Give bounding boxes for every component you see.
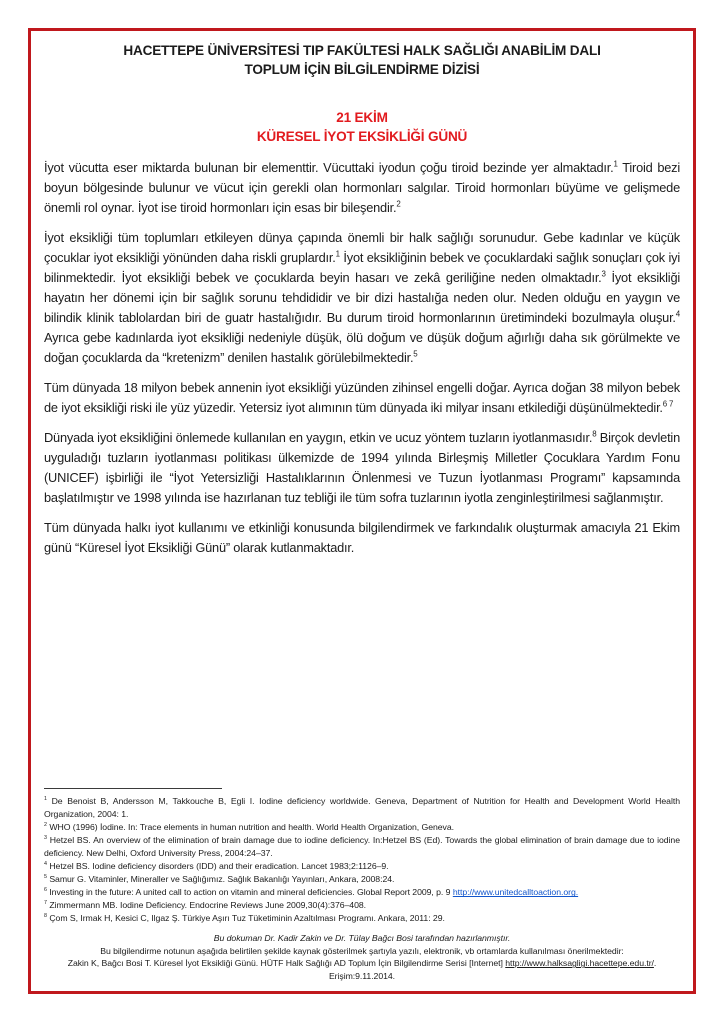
footnote-1: $^1$ De Benoist B, Andersson M, Takkouche B, Egli I. Iodine deficiency worldwide. Geneva, Department of Nutrition for Health and Development World Health Organization, 2004: 1. bbox=[44, 796, 680, 820]
footnotes-section bbox=[44, 788, 680, 925]
title-date-line: 21 EKİM bbox=[336, 110, 388, 125]
footer-section bbox=[44, 932, 680, 982]
halksagligi-link[interactable]: http://www.halksagligi.hacettepe.edu.tr/ bbox=[505, 958, 654, 969]
footnote-3: $^3$ Hetzel BS. An overview of the elimination of brain damage due to iodine deficiency. In:Hetzel BS (Ed). Towards the global elimination of brain damage due to iodine deficiency. New Delhi, Oxford University Press, 2004:24–37. bbox=[44, 835, 680, 859]
series-title-line: TOPLUM İÇİN BİLGİLENDİRME DİZİSİ bbox=[244, 62, 480, 77]
footnote-8: $^8$ Çom S, Irmak H, Kesici C, Ilgaz Ş. Türkiye Aşırı Tuz Tüketiminin Azaltılması Programı. Ankara, 2011: 29. bbox=[44, 913, 445, 924]
footnote-2: $^2$ WHO (1996) İodine. In: Trace elements in human nutrition and health. World Health Organization, Geneva. bbox=[44, 822, 454, 833]
paragraph-awareness-day: Tüm dünyada halkı iyot kullanımı ve etkinliği konusunda bilgilendirmek ve farkındalık oluşturmak amacıyla 21 Ekim günü “Küresel İyot Eksikliği Günü” olarak kutlanmaktadır. bbox=[44, 520, 680, 555]
footnote-4: $^4$ Hetzel BS. Iodine deficiency disorders (IDD) and their eradication. Lancet 1983;2:1126–9. bbox=[44, 861, 389, 872]
paragraph-global-numbers: Tüm dünyada 18 milyon bebek annenin iyot eksikliği yüzünden zihinsel engelli doğar. Ayrıca doğan 38 milyon bebek de iyot eksikliği riski ile yüz yüzedir. Yetersiz iyot alımının tüm dünyada iki milyar insanı etkilediği düşünülmektedir.$^{6 7}$ bbox=[44, 380, 680, 415]
paragraph-iodine-intro: İyot vücutta eser miktarda bulunan bir elementtir. Vücuttaki iyodun çoğu tiroid bezinde yer almaktadır.$^1$ Tiroid bezi boyun bölgesinde bulunur ve vücut için gerekli olan hormonları salgılar. Tiroid hormonları büyüme ve gelişmede önemli rol oynar. İyot ise tiroid hormonları için esas bir bileşendir.$^2$ bbox=[44, 159, 680, 215]
red-border-frame bbox=[28, 28, 696, 994]
footnote-7: $^7$ Zimmermann MB. Iodine Deficiency. Endocrine Reviews June 2009,30(4):376–408. bbox=[44, 900, 366, 911]
footer-usage-note-line: Bu bilgilendirme notunun aşağıda belirtilen şekilde kaynak gösterilmek şartıyla yazılı, elektronik, vb ortamlarda kullanılması önerilmektedir: bbox=[100, 945, 624, 956]
document-header bbox=[44, 41, 680, 79]
title-name-line: KÜRESEL İYOT EKSİKLİĞİ GÜNÜ bbox=[256, 129, 468, 144]
vertical-spacer bbox=[44, 568, 680, 788]
footer-citation-line: Zakin K, Bağcı Bosi T. Küresel İyot Eksikliği Günü. HÜTF Halk Sağlığı AD Toplum İçin Bilgilendirme Serisi [Internet] http://www.halksagligi.hacettepe.edu.tr/. bbox=[67, 958, 657, 969]
paragraph-deficiency-risks: İyot eksikliği tüm toplumları etkileyen dünya çapında önemli bir halk sağlığı sorunudur. Gebe kadınlar ve küçük çocuklar iyot eksikliği yönünden daha riskli gruplardır.$^1$ İyot eksikliğinin bebek ve çocuklardaki sağlık sonuçları çok iyi bilinmektedir. İyot eksikliği bebek ve çocuklarda beyin hasarı ve zekâ geriliğine neden olmaktadır.$^3$ İyot eksikliği hayatın her dönemi için bir sağlık sorunu tehdididir ve bir dizi hastalığa neden olur. Neden olduğu en yaygın ve bilindik klinik tablolardan biri de guatr hastalığıdır. Bu durum tiroid hormonlarının üretimindeki bozulmayla oluşur.$^4$ Ayrıca gebe kadınlarda iyot eksikliği nedeniyle düşük, ölü doğum ve düşük doğum ağırlığı daha sık görülmekte ve doğan çocuklarda da “kretenizm” denilen hastalık görülebilmektedir.$^5$ bbox=[44, 230, 681, 365]
footnote-6: $^6$ Investing in the future: A united call to action on vitamin and mineral deficiencies. Global Report 2009, p. 9 http://www.unitedcalltoaction.org. bbox=[44, 887, 579, 898]
paragraph-salt-iodization: Dünyada iyot eksikliğini önlemede kullanılan en yaygın, etkin ve ucuz yöntem tuzların iyotlanmasıdır.$^8$ Birçok devletin uyguladığı tuzların iyotlanması politikası ülkemizde de 1994 yılında Birleşmiş Milletler Çocuklara Yardım Fonu (UNICEF) işbirliği ile “İyot Yetersizliği Hastalıklarının Önlenmesi ve Tuzun İyotlanması Programı” kapsamında başlatılmıştır ve 1998 yılında ise hazırlanan tuz tebliği ile tüm sofra tuzlarının iyotla zenginleştirilmesi sağlanmıştır. bbox=[44, 429, 680, 505]
body-text bbox=[44, 158, 680, 568]
footnote-5: $^5$ Samur G. Vitaminler, Mineraller ve Sağlığımız. Sağlık Bakanlığı Yayınları, Ankara, 2008:24. bbox=[44, 874, 395, 885]
document-title bbox=[44, 108, 680, 146]
org-title-line: HACETTEPE ÜNİVERSİTESİ TIP FAKÜLTESİ HALK SAĞLIĞI ANABİLİM DALI bbox=[123, 43, 601, 58]
unitedcalltoaction-link[interactable]: http://www.unitedcalltoaction.org. bbox=[452, 887, 579, 898]
footer-credit-line: Bu dokuman Dr. Kadir Zakin ve Dr. Tülay Bağcı Bosi tarafından hazırlanmıştır. bbox=[213, 933, 511, 944]
footer-access-date-line: Erişim:9.11.2014. bbox=[328, 970, 396, 981]
footnote-divider bbox=[44, 788, 222, 789]
